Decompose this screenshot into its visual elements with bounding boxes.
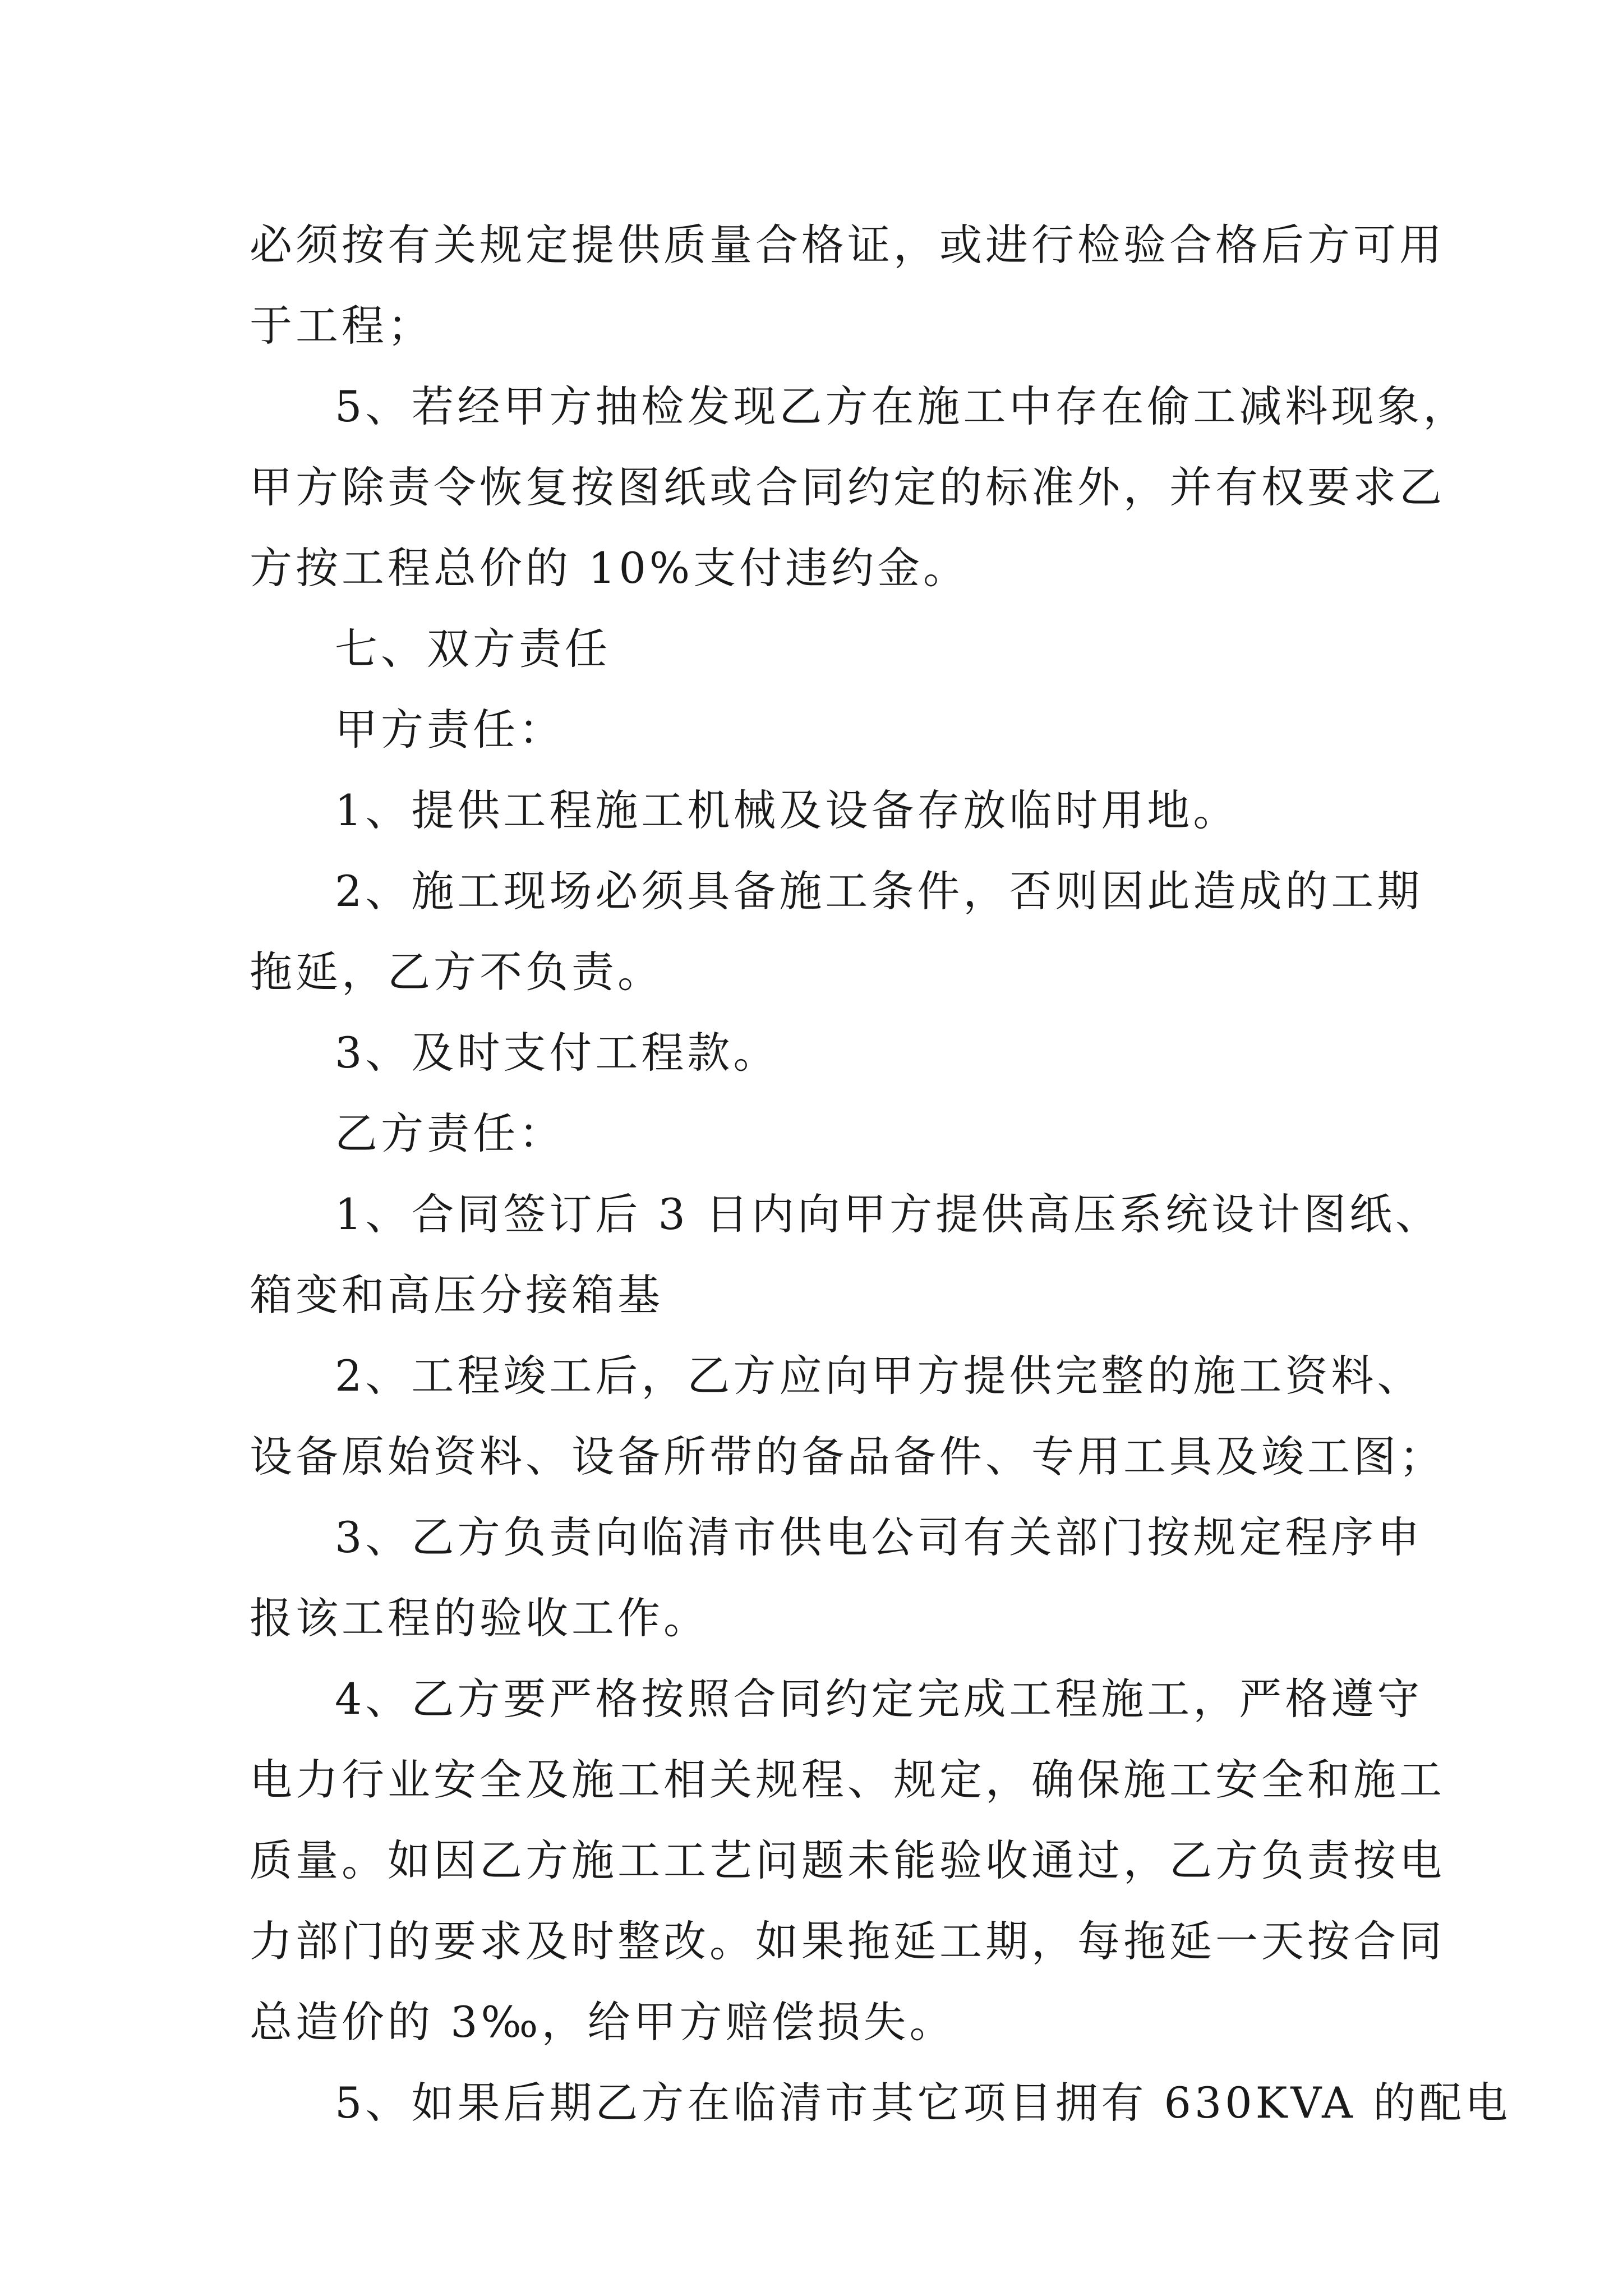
text-line: 必须按有关规定提供质量合格证，或进行检验合格后方可用 <box>250 220 1445 270</box>
text-line: 甲方除责令恢复按图纸或合同约定的标准外，并有权要求乙 <box>250 462 1445 512</box>
text-line: 1、提供工程施工机械及设备存放临时用地。 <box>335 785 1239 835</box>
text-line: 报该工程的验收工作。 <box>250 1593 709 1643</box>
text-line: 拖延，乙方不负责。 <box>250 947 663 997</box>
text-line: 设备原始资料、设备所带的备品备件、专用工具及竣工图； <box>250 1432 1445 1481</box>
text-line: 于工程； <box>250 301 434 351</box>
text-line: 方按工程总价的 10%支付违约金。 <box>250 543 970 593</box>
document-body <box>250 205 1511 2143</box>
subsection-heading: 甲方责任： <box>335 705 565 754</box>
text-line: 4、乙方要严格按照合同约定完成工程施工，严格遵守 <box>335 1674 1423 1724</box>
text-line: 2、工程竣工后，乙方应向甲方提供完整的施工资料、 <box>335 1351 1423 1401</box>
text-line: 5、如果后期乙方在临清市其它项目拥有 630KVA 的配电 <box>335 2078 1511 2128</box>
subsection-heading: 乙方责任： <box>335 1108 565 1158</box>
text-line: 总造价的 3‰，给甲方赔偿损失。 <box>250 1997 956 2047</box>
text-line: 力部门的要求及时整改。如果拖延工期，每拖延一天按合同 <box>250 1916 1445 1966</box>
text-line: 2、施工现场必须具备施工条件，否则因此造成的工期 <box>335 866 1423 916</box>
text-line: 箱变和高压分接箱基 <box>250 1270 663 1320</box>
text-line: 3、及时支付工程款。 <box>335 1028 780 1078</box>
section-heading: 七、双方责任 <box>335 624 611 674</box>
text-line: 5、若经甲方抽检发现乙方在施工中存在偷工减料现象， <box>335 381 1469 431</box>
text-line: 质量。如因乙方施工工艺问题未能验收通过，乙方负责按电 <box>250 1835 1445 1885</box>
text-line: 1、合同签订后 3 日内向甲方提供高压系统设计图纸、 <box>335 1189 1442 1239</box>
text-line: 电力行业安全及施工相关规程、规定，确保施工安全和施工 <box>250 1755 1445 1805</box>
text-line: 3、乙方负责向临清市供电公司有关部门按规定程序申 <box>335 1512 1423 1562</box>
